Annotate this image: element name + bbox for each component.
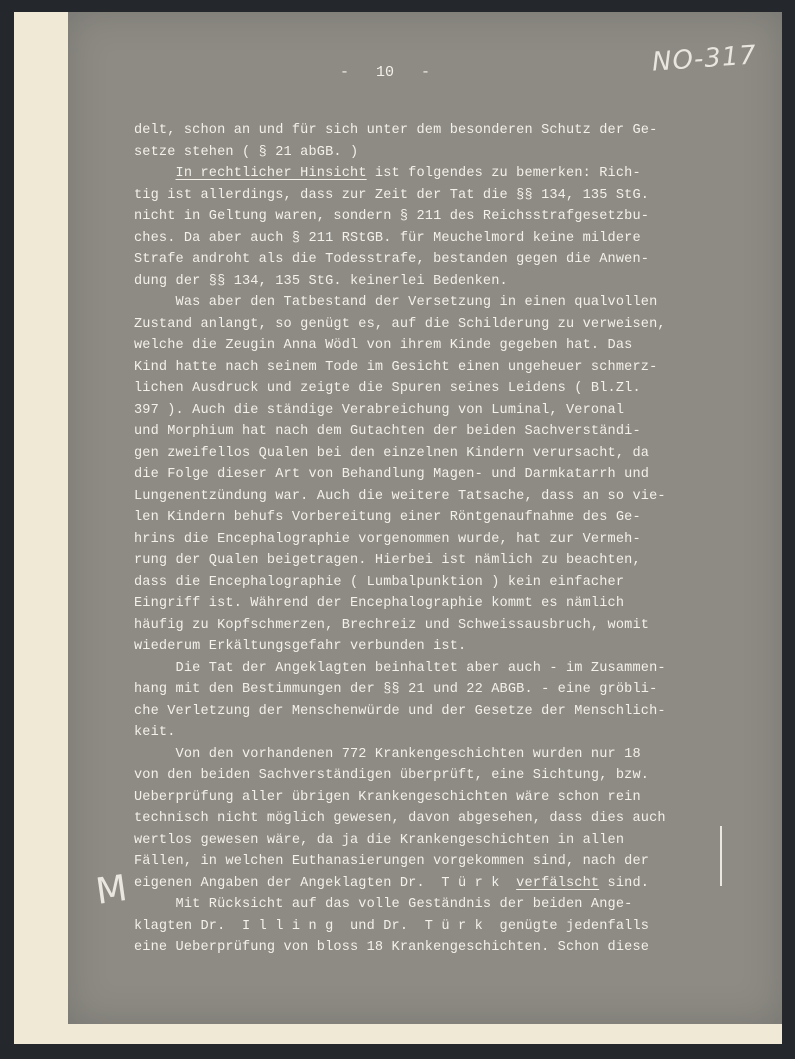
text-segment: wiederum Erkältungsgefahr verbunden ist. [134,639,467,654]
page-number: - 10 - [340,64,431,81]
text-line [134,830,724,852]
text-segment [134,166,176,181]
text-segment: Lungenentzündung war. Auch die weitere Tatsache, dass an so vie- [134,488,666,504]
text-line [134,400,724,422]
text-segment: hrins die Encephalographie vorgenommen wurde, hat zur Vermeh- [134,531,641,547]
text-line [134,486,724,508]
text-line [134,443,724,465]
text-segment: und Morphium hat nach dem Gutachten der beiden Sachverständi- [134,424,641,439]
text-line [134,873,724,895]
text-line [134,507,724,529]
text-line [134,228,724,250]
text-segment: ist folgendes zu bemerken: Rich- [366,166,641,181]
text-segment: klagten Dr. I l l i n g und Dr. T ü r k genügte jedenfalls [134,918,650,934]
text-segment: Was aber den Tatbestand der Versetzung in einen qualvollen [134,295,658,310]
text-line [134,550,724,572]
text-segment: Zustand anlangt, so genügt es, auf die Schilderung zu verweisen, [134,316,666,332]
text-line [134,937,724,959]
text-segment: Mit Rücksicht auf das volle Geständnis der beiden Ange- [134,897,633,912]
text-segment: sind. [599,875,650,891]
text-line [134,808,724,830]
text-line [134,916,724,938]
text-line [134,679,724,701]
text-line [134,120,724,142]
text-segment: dass die Encephalographie ( Lumbalpunktion ) kein einfacher [134,574,625,590]
text-segment: eine Ueberprüfung von bloss 18 Krankengeschichten. Schon diese [134,940,650,955]
text-line [134,851,724,873]
text-line [134,701,724,723]
text-segment: Eingriff ist. Während der Encephalographie kommt es nämlich [134,596,625,611]
text-line [134,163,724,185]
text-line [134,636,724,658]
text-segment: dung der §§ 134, 135 StG. keinerlei Bedenken. [134,273,508,289]
text-line [134,314,724,336]
handwritten-margin-mark: M [93,868,130,913]
text-line [134,529,724,551]
text-segment: keit. [134,725,176,740]
text-line [134,787,724,809]
text-line [134,249,724,271]
text-line [134,292,724,314]
text-line [134,271,724,293]
text-segment: ches. Da aber auch § 211 RStGB. für Meuchelmord keine mildere [134,230,641,246]
text-line [134,744,724,766]
text-segment: Die Tat der Angeklagten beinhaltet aber auch - im Zusammen- [134,660,666,676]
text-segment: setze stehen ( § 21 abGB. ) [134,144,359,160]
text-line [134,206,724,228]
text-line [134,658,724,680]
document-body [134,120,724,959]
text-segment: rung der Qualen beigetragen. Hierbei ist nämlich zu beachten, [134,553,641,568]
text-line [134,185,724,207]
text-segment: Von den vorhandenen 772 Krankengeschichten wurden nur 18 [134,746,641,762]
text-segment: gen zweifellos Qualen bei den einzelnen Kindern verursacht, da [134,445,650,461]
text-segment: technisch nicht möglich gewesen, davon abgesehen, dass dies auch [134,811,666,826]
text-segment: 397 ). Auch die ständige Verabreichung von Luminal, Veronal [134,402,625,418]
underlined-text: verfälscht [516,875,600,891]
text-segment: delt, schon an und für sich unter dem besonderen Schutz der Ge- [134,123,658,138]
text-line [134,357,724,379]
text-segment: wertlos gewesen wäre, da ja die Krankengeschichten in allen [134,832,625,848]
text-line [134,421,724,443]
text-line [134,615,724,637]
text-segment: nicht in Geltung waren, sondern § 211 des Reichsstrafgesetzbu- [134,209,650,224]
text-line [134,572,724,594]
text-line [134,378,724,400]
text-segment: Strafe androht als die Todesstrafe, bestanden gegen die Anwen- [134,252,650,267]
text-line [134,464,724,486]
text-segment: die Folge dieser Art von Behandlung Magen- und Darmkatarrh und [134,467,650,482]
margin-line-mark [720,826,722,886]
document-reference: NO-317 [651,40,758,78]
text-line [134,593,724,615]
text-segment: che Verletzung der Menschenwürde und der Gesetze der Menschlich- [134,703,666,719]
text-line [134,894,724,916]
text-segment: Ueberprüfung aller übrigen Krankengeschichten wäre schon rein [134,789,641,805]
text-line [134,335,724,357]
text-line [134,722,724,744]
text-segment: eigenen Angaben der Angeklagten Dr. T ü r k [134,875,517,891]
text-line [134,765,724,787]
text-segment: len Kindern behufs Vorbereitung einer Röntgenaufnahme des Ge- [134,510,641,525]
text-segment: von den beiden Sachverständigen überprüft, eine Sichtung, bzw. [134,768,650,783]
text-line [134,142,724,164]
underlined-text: In rechtlicher Hinsicht [175,166,367,181]
text-segment: lichen Ausdruck und zeigte die Spuren seines Leidens ( Bl.Zl. [134,381,641,396]
text-segment: häufig zu Kopfschmerzen, Brechreiz und Schweissausbruch, womit [134,617,650,633]
text-segment: Kind hatte nach seinem Tode im Gesicht einen ungeheuer schmerz- [134,359,658,375]
text-segment: Fällen, in welchen Euthanasierungen vorgekommen sind, nach der [134,854,650,869]
text-segment: welche die Zeugin Anna Wödl von ihrem Kinde gegeben hat. Das [134,338,633,353]
text-segment: tig ist allerdings, dass zur Zeit der Tat die §§ 134, 135 StG. [134,187,650,203]
paper-bottom-edge [14,1024,782,1044]
text-segment: hang mit den Bestimmungen der §§ 21 und 22 ABGB. - eine gröbli- [134,682,658,697]
